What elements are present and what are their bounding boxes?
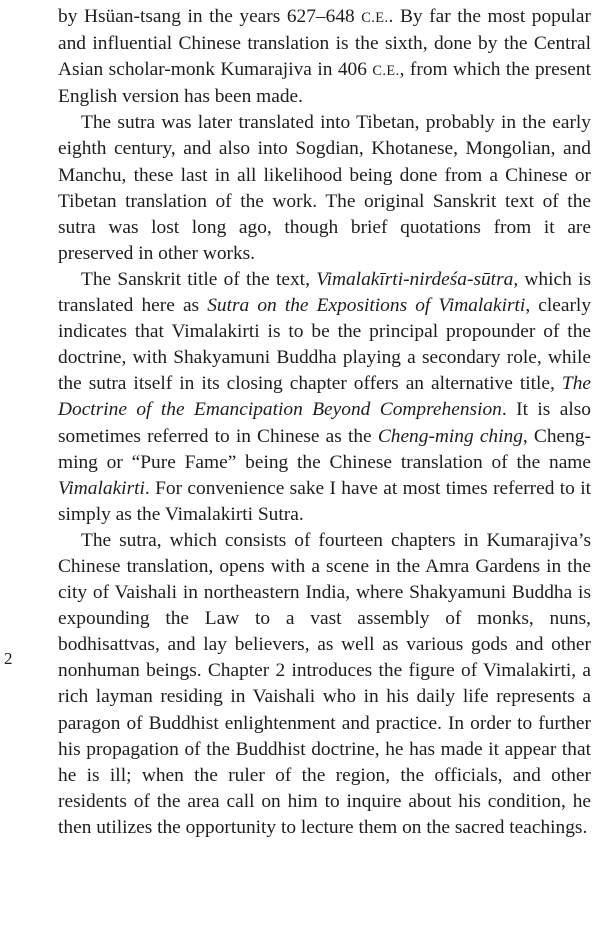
text-run: , clearly indicates that Vimalakirti is to be the principal propounder of the doctrine, with Shakyamuni Buddha playing a secondary role, while the sutra itself in its closing chapter offers an alternative title,	[58, 295, 592, 395]
page-number: 2	[4, 649, 13, 668]
text-run: . By far the most popular and influential Chinese translation is the sixth, done by the Central Asian scholar-monk Kumarajiva in 406	[58, 6, 592, 81]
text-run: , from which the present English version has been made.	[58, 59, 591, 108]
italic-title: Vimalakirti	[58, 477, 145, 499]
text-run: . For convenience sake I have at most times referred to it simply as the Vimalakirti Sutra.	[58, 477, 591, 525]
paragraph-3	[58, 267, 591, 528]
text-run: The Sanskrit title of the text,	[81, 268, 317, 290]
era-abbreviation: C.E.	[372, 63, 400, 80]
paragraph-2	[58, 110, 591, 267]
italic-title: The Doctrine of the Emancipation Beyond Comprehension	[58, 373, 591, 421]
text-run: , which is translated here as	[58, 268, 591, 317]
italic-title: Sutra on the Expositions of Vimalakirti	[207, 295, 526, 317]
text-run: , Cheng-ming or “Pure Fame” being the Chinese translation of the name	[58, 425, 592, 473]
italic-title: Vimalakīrti-nirdeśa-sūtra	[316, 268, 514, 290]
italic-title: Cheng-ming ching	[377, 425, 523, 447]
body-text	[58, 4, 591, 841]
paragraph-1	[58, 4, 591, 110]
text-run: by Hsüan-tsang in the years 627–648	[58, 6, 362, 27]
paragraph-4	[58, 528, 591, 841]
text-run: . It is also sometimes referred to in Chinese as the	[58, 399, 592, 447]
text-run: The sutra was later translated into Tibetan, probably in the early eighth century, and also into Sogdian, Khotanese, Mongolian, and Manchu, these last in all likelihood being done from a Chinese or Tibetan translation of the work. The original Sanskrit text of the sutra was lost long ago, though brief quotations from it are preserved in other works.	[58, 112, 591, 264]
era-abbreviation: C.E.	[361, 10, 389, 26]
text-run: The sutra, which consists of fourteen chapters in Kumarajiva’s Chinese translation, opens with a scene in the Amra Gardens in the city of Vaishali in northeastern India, where Shakyamuni Buddha is expounding the Law to a vast assembly of monks, nuns, bodhisattvas, and lay believers, as well as various gods and other nonhuman beings. Chapter 2 introduces the figure of Vimalakirti, a rich layman residing in Vaishali who in his daily life represents a paragon of Buddhist enlightenment and practice. In order to further his propagation of the Buddhist doctrine, he has made it appear that he is ill; when the ruler of the region, the officials, and other residents of the area call on him to inquire about his condition, he then utilizes the opportunity to lecture them on the sacred teachings.	[58, 529, 591, 838]
